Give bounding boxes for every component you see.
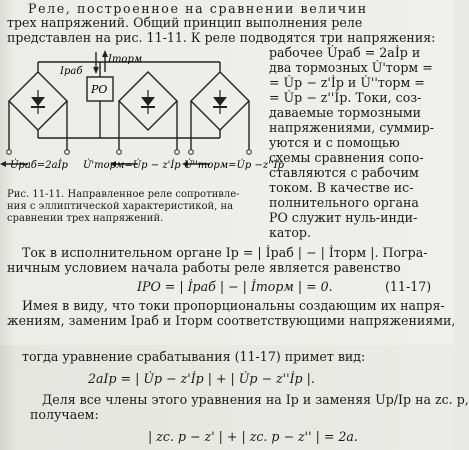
header-line-1: Реле, построенное на сравнении величин xyxy=(28,1,368,16)
right-line: два тормозных U̇'торм = xyxy=(269,60,433,75)
paragraph-line: Деля все члены этого уравнения на Iр и заменяя Uр/Iр на zс. р, xyxy=(42,392,469,407)
equation-number: (11-17) xyxy=(385,279,432,294)
right-line: схемы сравнения сопо- xyxy=(269,150,424,165)
right-line: РО служит нуль-инди- xyxy=(269,210,418,225)
paragraph-line: тогда уравнение срабатывания (11-17) примет вид: xyxy=(22,349,366,364)
paragraph-line: жениям, заменим Iраб и Iторм соответствующими напряжениями, xyxy=(7,313,456,328)
label-i-rab: Iраб xyxy=(60,66,83,77)
paragraph-line: ничным условием начала работы реле является равенство xyxy=(7,260,401,275)
circuit-diagram xyxy=(4,44,285,186)
label-u-rab: U̇раб=2aİр xyxy=(10,160,68,171)
right-line: уются и с помощью xyxy=(269,135,400,150)
equation-final: | zс. р − z' | + | zс. р − z'' | = 2a. xyxy=(148,429,358,444)
equation-11-17: IРО = | İраб | − | İторм | = 0. xyxy=(137,279,333,294)
equation-trip: 2aIр = | U̇р − z'İр | + | U̇р − z''İр |. xyxy=(88,371,315,386)
right-line: ставляются с рабочим xyxy=(269,165,419,180)
right-line: током. В качестве ис- xyxy=(269,180,414,195)
paragraph-line: получаем: xyxy=(30,407,99,422)
right-line: катор. xyxy=(269,225,311,240)
label-u-torm1: U̇'торм=U̇р − z'İр xyxy=(83,160,181,171)
right-line: = U̇р − z'İр и U̇''торм = xyxy=(269,75,425,90)
right-line: полнительного органа xyxy=(269,195,419,210)
caption-line: Рис. 11-11. Направленное реле сопротивле- xyxy=(7,189,240,200)
right-line: рабочее U̇раб = 2aİр и xyxy=(269,45,421,60)
paragraph-line: Ток в исполнительном органе Iр = | İраб | − | İторм |. Погра- xyxy=(22,245,428,260)
header-line-2: трех напряжений. Общий принцип выполнения реле xyxy=(7,15,363,30)
label-po: РО xyxy=(91,83,108,96)
label-i-torm: Iторм xyxy=(108,54,143,65)
right-line: = U̇р − z''İр. Токи, соз- xyxy=(269,90,422,105)
label-u-torm2: U̇''торм=U̇р −z''İр xyxy=(184,160,285,171)
caption-line: сравнении трех напряжений. xyxy=(7,213,164,224)
right-line: напряжениями, суммир- xyxy=(269,120,435,135)
paragraph-line: Имея в виду, что токи пропорциональны создающим их напря- xyxy=(22,298,445,313)
header-line-3: представлен на рис. 11-11. К реле подводятся три напряжения: xyxy=(7,30,436,45)
caption-line: ния с эллиптической характеристикой, на xyxy=(7,201,234,212)
right-line: даваемые тормозными xyxy=(269,105,422,120)
